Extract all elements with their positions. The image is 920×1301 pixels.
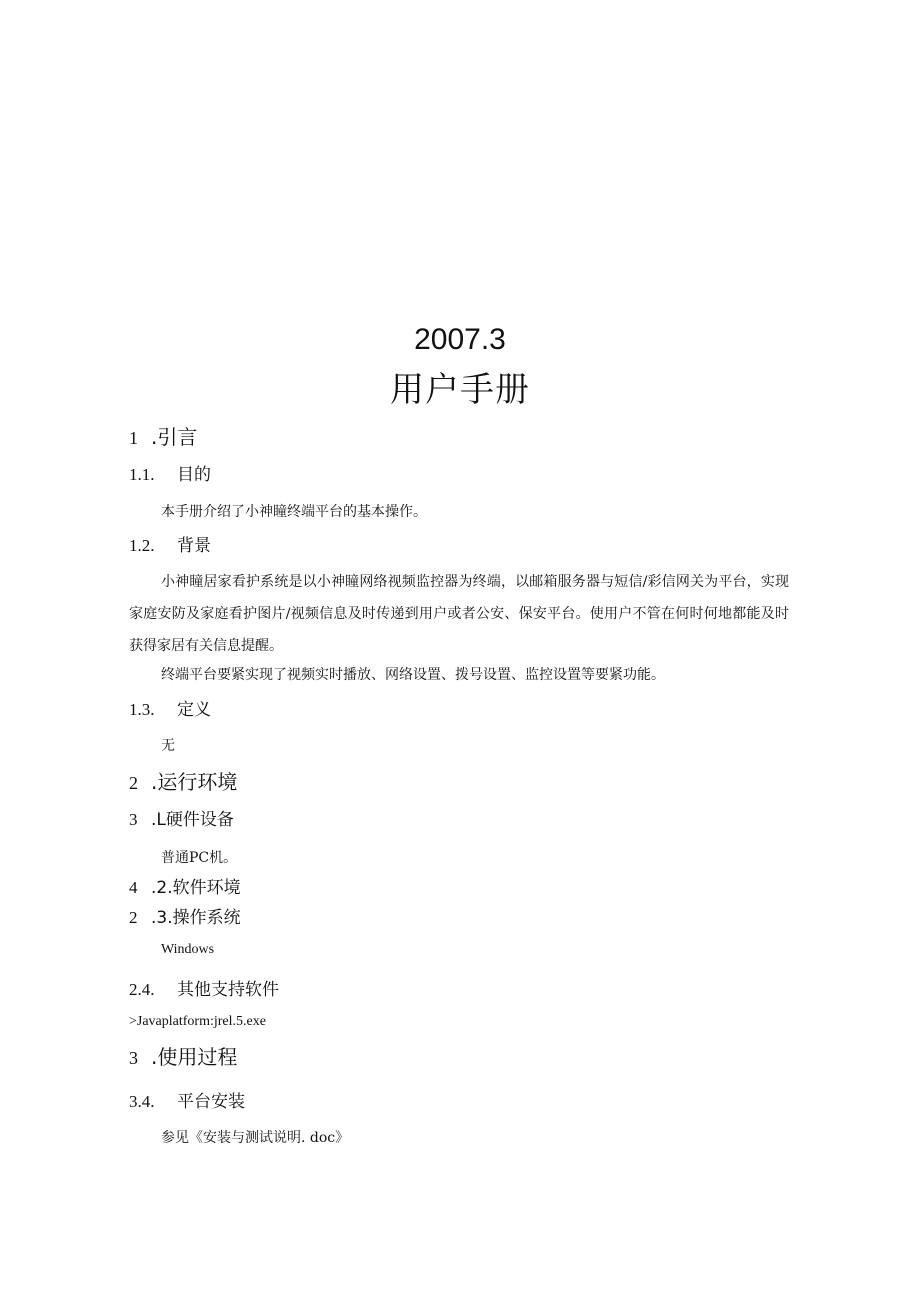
heading-number: 2.4.: [129, 980, 155, 999]
heading-section-2-4: [129, 978, 279, 1002]
heading-text: 定义: [177, 700, 211, 720]
heading-text: .运行环境: [151, 770, 238, 794]
heading-section-3-4: [129, 1090, 245, 1114]
heading-text: .使用过程: [151, 1045, 238, 1069]
section-1-3-text: 无: [161, 738, 175, 754]
heading-number: 1.3.: [129, 700, 155, 719]
heading-section-3: [129, 1043, 237, 1072]
heading-section-1-2: [129, 534, 211, 558]
heading-number: 1: [129, 428, 138, 448]
heading-text: 平台安装: [177, 1092, 245, 1112]
heading-text: .2.软件环境: [151, 878, 241, 898]
section-1-2-paragraph-1: 小神瞳居家看护系统是以小神瞳网络视频监控器为终端，以邮箱服务器与短信/彩信网关为平台，实现家庭安防及家庭看护图片/视频信息及时传递到用户或者公安、保安平台。使用户不管在何时何地都能及时获得家居有关信息提醒。: [129, 574, 789, 654]
section-3-4-text: 参见《安装与测试说明. doc》: [161, 1130, 350, 1146]
heading-number: 4: [129, 878, 138, 897]
heading-section-1-3: [129, 698, 211, 722]
heading-section-2-2: [129, 876, 241, 900]
heading-number: 2: [129, 908, 138, 927]
section-1-2-paragraph-2: 终端平台要紧实现了视频实时播放、网络设置、拨号设置、监控设置等要紧功能。: [161, 667, 665, 683]
section-2-3-text: Windows: [161, 942, 215, 957]
heading-text: .引言: [151, 425, 198, 449]
heading-section-1: [129, 423, 197, 452]
heading-section-2: [129, 768, 237, 797]
heading-number: 3.4.: [129, 1092, 155, 1111]
heading-section-2-1: [129, 808, 234, 832]
section-1-1-text: 本手册介绍了小神瞳终端平台的基本操作。: [161, 504, 427, 520]
document-date: 2007.3: [414, 323, 506, 356]
heading-text: .3.操作系统: [151, 908, 241, 928]
section-2-4-text: >Javaplatform:jrel.5.exe: [129, 1014, 266, 1029]
heading-number: 3: [129, 1048, 138, 1068]
heading-number: 1.2.: [129, 536, 155, 555]
document-title: 用户手册: [390, 370, 530, 410]
heading-text: 目的: [177, 465, 211, 485]
section-2-1-text: 普通PC机。: [161, 850, 238, 866]
heading-number: 3: [129, 810, 138, 829]
heading-section-1-1: [129, 463, 211, 487]
heading-section-2-3: [129, 906, 241, 930]
heading-text: 背景: [177, 536, 211, 556]
heading-number: 2: [129, 773, 138, 793]
heading-number: 1.1.: [129, 465, 155, 484]
heading-text: .L硬件设备: [151, 810, 234, 830]
heading-text: 其他支持软件: [177, 980, 279, 1000]
